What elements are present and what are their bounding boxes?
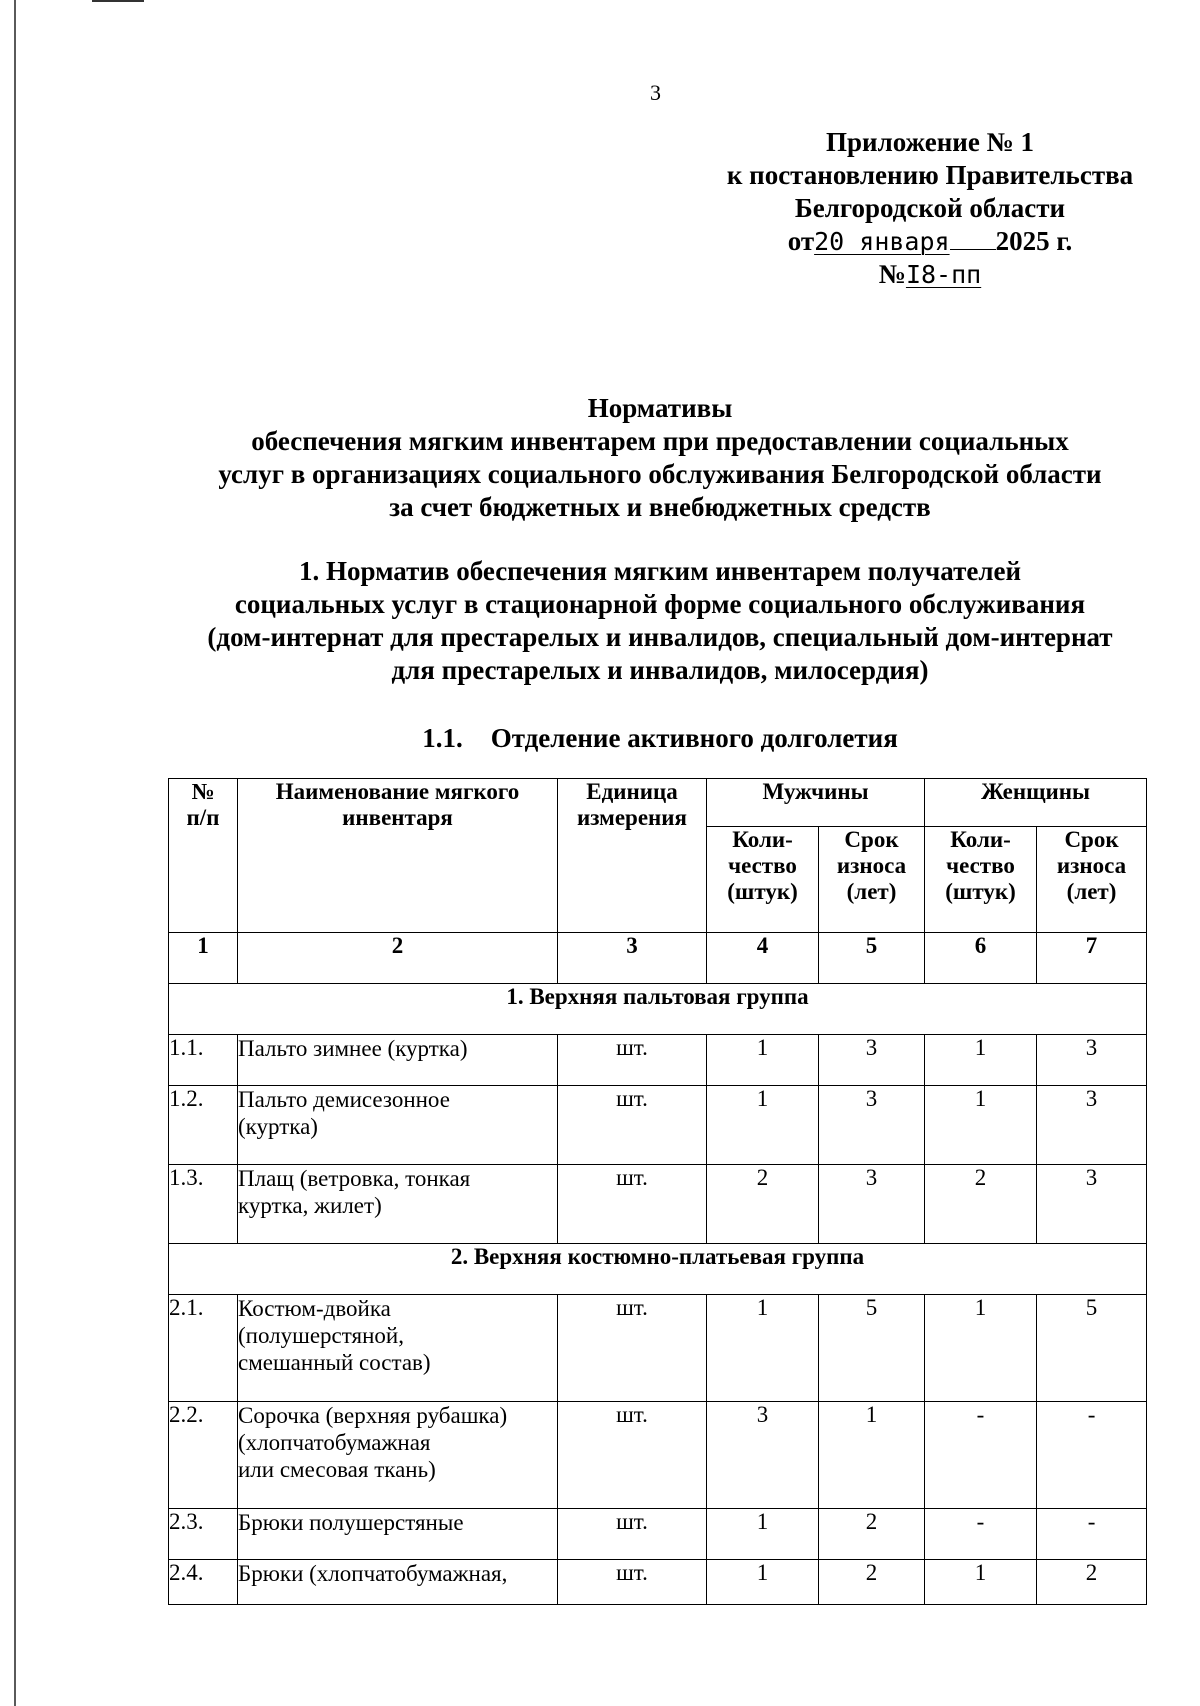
item-name: Плащ (ветровка, тонкая куртка, жилет) [238,1165,558,1244]
section-line: 1. Норматив обеспечения мягким инвентарем получателей [298,556,1022,586]
title-line: обеспечения мягким инвентарем при предоставлении социальных [251,426,1069,456]
header-men-term: Срок износа (лет) [819,827,925,933]
document-title [160,392,1160,524]
row-number: 1.3. [169,1165,238,1244]
header-num: № п/п [169,779,238,933]
approval-date-line [700,225,1160,258]
row-number: 1.2. [169,1086,238,1165]
table-row [169,1560,1147,1605]
row-number: 1.1. [169,1035,238,1086]
row-number: 2.1. [169,1295,238,1402]
men-qty: 1 [707,1560,819,1605]
approval-title: Приложение № 1 [826,127,1034,157]
title-line: услуг в организациях социального обслуживания Белгородской области [218,459,1102,489]
approval-number-line [700,258,1160,291]
group-title: 2. Верхняя костюмно-платьевая группа [169,1244,1147,1295]
table-row [169,1295,1147,1402]
women-term: 3 [1037,1165,1147,1244]
group-row [169,1244,1147,1295]
women-qty: - [925,1509,1037,1560]
women-term: 3 [1037,1035,1147,1086]
women-qty: 1 [925,1295,1037,1402]
men-term: 3 [819,1035,925,1086]
row-number: 2.4. [169,1560,238,1605]
item-name: Пальто зимнее (куртка) [238,1035,558,1086]
column-index-row [169,933,1147,984]
row-number: 2.3. [169,1509,238,1560]
men-term: 2 [819,1509,925,1560]
date-prefix: от [787,226,815,256]
men-term: 1 [819,1402,925,1509]
column-index: 3 [558,933,707,984]
women-qty: 1 [925,1086,1037,1165]
subsection-heading [160,722,1160,755]
unit: шт. [558,1509,707,1560]
women-term: 3 [1037,1086,1147,1165]
women-qty: 1 [925,1035,1037,1086]
unit: шт. [558,1035,707,1086]
column-index: 7 [1037,933,1147,984]
section-line: социальных услуг в стационарной форме социального обслуживания [234,589,1086,619]
men-qty: 1 [707,1295,819,1402]
women-term: - [1037,1402,1147,1509]
table-row [169,1509,1147,1560]
unit: шт. [558,1560,707,1605]
handwritten-date: 20 января [814,227,950,256]
title-line: Нормативы [587,393,733,423]
scan-edge-top [92,0,144,2]
title-line: за счет бюджетных и внебюджетных средств [389,492,931,522]
item-name: Брюки (хлопчатобумажная, [238,1560,558,1605]
date-year: 2025 г. [995,226,1073,256]
section-line: для престарелых и инвалидов, милосердия) [391,655,929,685]
subsection-title: Отделение активного долголетия [490,723,898,753]
page-number: 3 [650,80,661,105]
women-term: - [1037,1509,1147,1560]
item-name: Сорочка (верхняя рубашка) (хлопчатобумажная или смесовая ткань) [238,1402,558,1509]
header-women: Женщины [925,779,1147,827]
column-index: 6 [925,933,1037,984]
column-index: 5 [819,933,925,984]
unit: шт. [558,1402,707,1509]
section-line: (дом-интернат для престарелых и инвалидов, специальный дом-интернат [207,622,1113,652]
unit: шт. [558,1086,707,1165]
number-prefix: № [878,259,906,289]
header-unit: Единица измерения [558,779,707,933]
item-name: Брюки полушерстяные [238,1509,558,1560]
header-men-qty: Коли- чество (штук) [707,827,819,933]
column-index: 1 [169,933,238,984]
table-row [169,1402,1147,1509]
men-qty: 1 [707,1509,819,1560]
table-row [169,1086,1147,1165]
women-term: 5 [1037,1295,1147,1402]
item-name: Костюм-двойка (полушерстяной, смешанный состав) [238,1295,558,1402]
unit: шт. [558,1295,707,1402]
men-qty: 3 [707,1402,819,1509]
column-index: 2 [238,933,558,984]
approval-block [700,126,1160,291]
table-row [169,1035,1147,1086]
women-term: 2 [1037,1560,1147,1605]
group-row [169,984,1147,1035]
header-name: Наименование мягкого инвентаря [238,779,558,933]
header-women-term: Срок износа (лет) [1037,827,1147,933]
men-term: 5 [819,1295,925,1402]
men-term: 3 [819,1086,925,1165]
header-women-qty: Коли- чество (штук) [925,827,1037,933]
women-qty: 1 [925,1560,1037,1605]
scan-edge [14,0,16,1706]
column-index: 4 [707,933,819,984]
table-row [169,1165,1147,1244]
item-name: Пальто демисезонное (куртка) [238,1086,558,1165]
approval-resolution: к постановлению Правительства [726,160,1134,190]
men-term: 2 [819,1560,925,1605]
men-qty: 2 [707,1165,819,1244]
men-term: 3 [819,1165,925,1244]
norms-table [168,778,1147,1605]
women-qty: 2 [925,1165,1037,1244]
men-qty: 1 [707,1086,819,1165]
group-title: 1. Верхняя пальтовая группа [169,984,1147,1035]
men-qty: 1 [707,1035,819,1086]
section-heading [160,555,1160,687]
handwritten-number: I8-пп [905,260,982,289]
approval-region: Белгородской области [794,193,1066,223]
unit: шт. [558,1165,707,1244]
subsection-number: 1.1. [422,723,463,753]
row-number: 2.2. [169,1402,238,1509]
date-underline [950,248,996,250]
women-qty: - [925,1402,1037,1509]
header-men: Мужчины [707,779,925,827]
